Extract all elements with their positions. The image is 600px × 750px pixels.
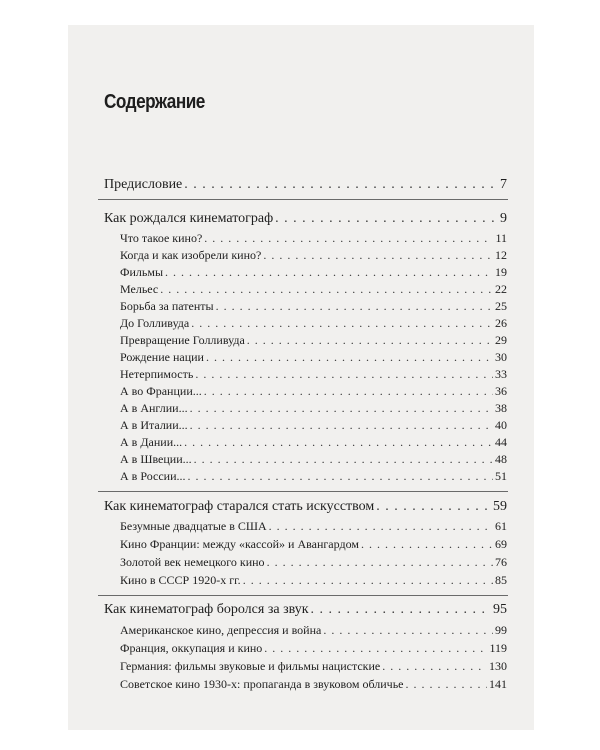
toc-entry-intro[interactable] (104, 176, 507, 194)
toc-entry-label: Кино Франции: между «кассой» и Авангардом (120, 537, 359, 551)
toc-entry-page: 25 (495, 299, 507, 313)
toc-entry-label: А в Италии... (120, 418, 188, 432)
toc-entry-label: Франция, оккупация и кино (120, 641, 263, 655)
toc-entry-label: Германия: фильмы звуковые и фильмы нацистские (120, 659, 381, 673)
toc-entry-label: Рождение нации (120, 350, 204, 364)
toc-entry-label: Что такое кино? (120, 231, 203, 245)
toc-entry-page: 9 (500, 211, 507, 226)
toc-entry-label: Золотой век немецкого кино (120, 555, 265, 569)
toc-entry-page: 141 (489, 677, 507, 691)
toc-entry-label: Как кинематограф старался стать искусством (104, 499, 375, 514)
toc-entry-label: Превращение Голливуда (120, 333, 245, 347)
toc-section[interactable] (120, 331, 507, 349)
toc-entry-label: Мельес (120, 282, 159, 296)
toc-chapter-1[interactable] (104, 210, 507, 228)
toc-section[interactable] (120, 280, 507, 298)
toc-entry-page: 22 (495, 282, 507, 296)
toc-chapter-2[interactable] (104, 498, 507, 516)
toc-entry-page: 51 (495, 469, 507, 483)
toc-entry-page: 95 (493, 602, 507, 617)
toc-entry-page: 33 (495, 367, 507, 381)
toc-section[interactable] (120, 263, 507, 281)
toc-entry-page: 119 (489, 641, 507, 655)
toc-entry-page: 61 (495, 519, 507, 533)
toc-entry-page: 69 (495, 537, 507, 551)
toc-entry-page: 12 (495, 248, 507, 262)
toc-entry-page: 30 (495, 350, 507, 364)
toc-entry-label: Фильмы (120, 265, 164, 279)
toc-section[interactable] (120, 657, 507, 675)
toc-entry-label: А в России... (120, 469, 186, 483)
toc-entry-label: До Голливуда (120, 316, 190, 330)
toc-entry-page: 130 (489, 659, 507, 673)
toc-section[interactable] (120, 571, 507, 589)
book-page (68, 25, 534, 730)
divider (98, 491, 508, 492)
toc-section[interactable] (120, 416, 507, 434)
toc-entry-label: Когда и как изобрели кино? (120, 248, 262, 262)
toc-section[interactable] (120, 535, 507, 553)
toc-entry-label: Советское кино 1930-х: пропаганда в звуковом обличье (120, 677, 404, 691)
toc-entry-page: 44 (495, 435, 507, 449)
toc-section[interactable] (120, 314, 507, 332)
toc-section[interactable] (120, 433, 507, 451)
toc-entry-label: Нетерпимость (120, 367, 194, 381)
toc-entry-page: 7 (500, 177, 507, 192)
toc-entry-label: Безумные двадцатые в США (120, 519, 267, 533)
toc-entry-page: 38 (495, 401, 507, 415)
toc-entry-label: А во Франции... (120, 384, 202, 398)
toc-entry-page: 76 (495, 555, 507, 569)
toc-entry-page: 85 (495, 573, 507, 587)
toc-heading: Содержание (104, 91, 205, 113)
toc-entry-label: Американское кино, депрессия и война (120, 623, 322, 637)
toc-entry-page: 40 (495, 418, 507, 432)
toc-entry-page: 19 (495, 265, 507, 279)
toc-section[interactable] (120, 348, 507, 366)
toc-section[interactable] (120, 297, 507, 315)
divider (98, 199, 508, 200)
toc-entry-page: 99 (495, 623, 507, 637)
toc-section[interactable] (120, 639, 507, 657)
divider (98, 595, 508, 596)
toc-section[interactable] (120, 450, 507, 468)
toc-chapter-3[interactable] (104, 601, 507, 619)
toc-entry-page: 11 (495, 231, 507, 245)
toc-section[interactable] (120, 399, 507, 417)
toc-entry-label: А в Англии... (120, 401, 188, 415)
toc-entry-page: 26 (495, 316, 507, 330)
toc-section[interactable] (120, 229, 507, 247)
toc-entry-label: А в Дании... (120, 435, 183, 449)
toc-section[interactable] (120, 365, 507, 383)
toc-entry-label: Как рождался кинематограф (104, 211, 274, 226)
toc-entry-label: Борьба за патенты (120, 299, 214, 313)
toc-entry-page: 29 (495, 333, 507, 347)
toc-entry-page: 36 (495, 384, 507, 398)
toc-section[interactable] (120, 467, 507, 485)
toc-section[interactable] (120, 621, 507, 639)
toc-section[interactable] (120, 675, 507, 693)
toc-section[interactable] (120, 382, 507, 400)
toc-entry-label: А в Швеции... (120, 452, 192, 466)
toc-entry-label: Предисловие (104, 177, 183, 192)
toc-section[interactable] (120, 246, 507, 264)
toc-entry-label: Как кинематограф боролся за звук (104, 602, 309, 617)
toc-section[interactable] (120, 517, 507, 535)
toc-entry-page: 48 (495, 452, 507, 466)
toc-section[interactable] (120, 553, 507, 571)
toc-entry-page: 59 (493, 499, 507, 514)
toc-entry-label: Кино в СССР 1920-х гг. (120, 573, 241, 587)
